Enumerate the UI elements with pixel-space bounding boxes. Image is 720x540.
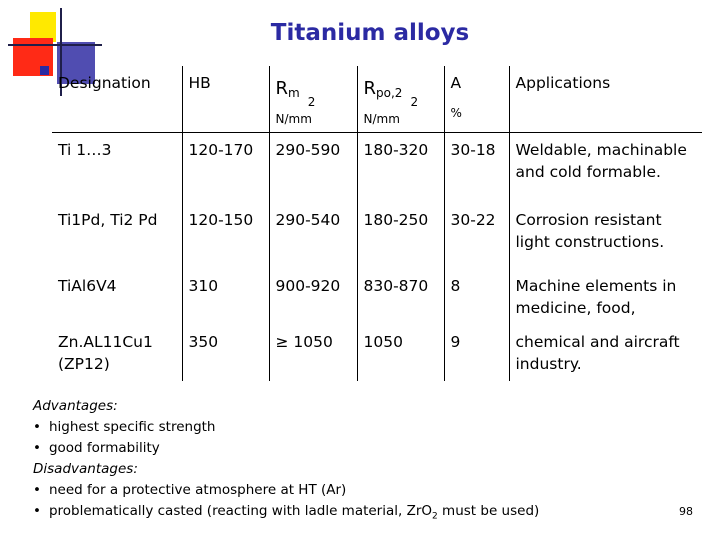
disadvantages-label: Disadvantages: [33,461,138,477]
disadvantage-item: • need for a protective atmosphere at HT (Ar) [33,480,539,501]
cell-hb: 120-150 [182,203,269,269]
bullet-square-icon [40,66,49,75]
header-rm: $Rm_2$ N/mm [269,66,357,133]
cell-rp: 180-250 [357,203,444,269]
header-designation: Designation [52,66,182,133]
cell-a: 30-22 [444,203,509,269]
cell-applications: Corrosion resistant light constructions. [509,203,702,269]
header-a-unit: % [450,106,462,120]
header-hb: HB [182,66,269,133]
cell-designation: Zn.AL11Cu1 (ZP12) [58,332,153,373]
cell-hb: 120-170 [182,133,269,203]
table-header-row [52,66,702,133]
cell-rm: ≥ 1050 [269,325,357,381]
cell-rp: 830-870 [357,269,444,325]
header-rm-unit: N/mm [275,112,312,126]
table-row [52,203,702,269]
table-row [52,269,702,325]
cell-a: 8 [444,269,509,325]
table-row [52,133,702,203]
advantage-item: • good formability [33,438,539,459]
header-applications: Applications [509,66,702,133]
cell-rm: 290-590 [269,133,357,203]
cell-designation: Ti1Pd, Ti2 Pd [58,210,158,229]
cell-designation: Ti 1…3 [58,141,112,159]
advantage-item: • highest specific strength [33,417,539,438]
cell-applications: Weldable, machinable and cold formable. [509,133,702,203]
header-rp: $Rpo,2_2$ N/mm [357,66,444,133]
table-row [52,325,702,381]
disadvantage-item: • problematically casted (reacting with ladle material, ZrO$_2$ must be used) [33,501,539,528]
page-number: 98 [679,505,693,518]
cell-rm: 900-920 [269,269,357,325]
cell-applications: Machine elements in medicine, food, [509,269,702,325]
cell-a: 9 [444,325,509,381]
cell-rm: 290-540 [269,203,357,269]
cell-designation: TiAl6V4 [58,276,117,295]
cell-rp: 180-320 [357,133,444,203]
header-rp-unit: N/mm [363,112,400,126]
cell-hb: 310 [182,269,269,325]
alloys-table [52,66,702,381]
cell-hb: 350 [182,325,269,381]
cell-applications: chemical and aircraft industry. [509,325,702,381]
slide-title: Titanium alloys [270,20,470,46]
advantages-label: Advantages: [33,398,118,414]
header-a: A % [444,66,509,133]
notes-block [33,396,539,528]
cell-a: 30-18 [444,133,509,203]
cell-rp: 1050 [357,325,444,381]
